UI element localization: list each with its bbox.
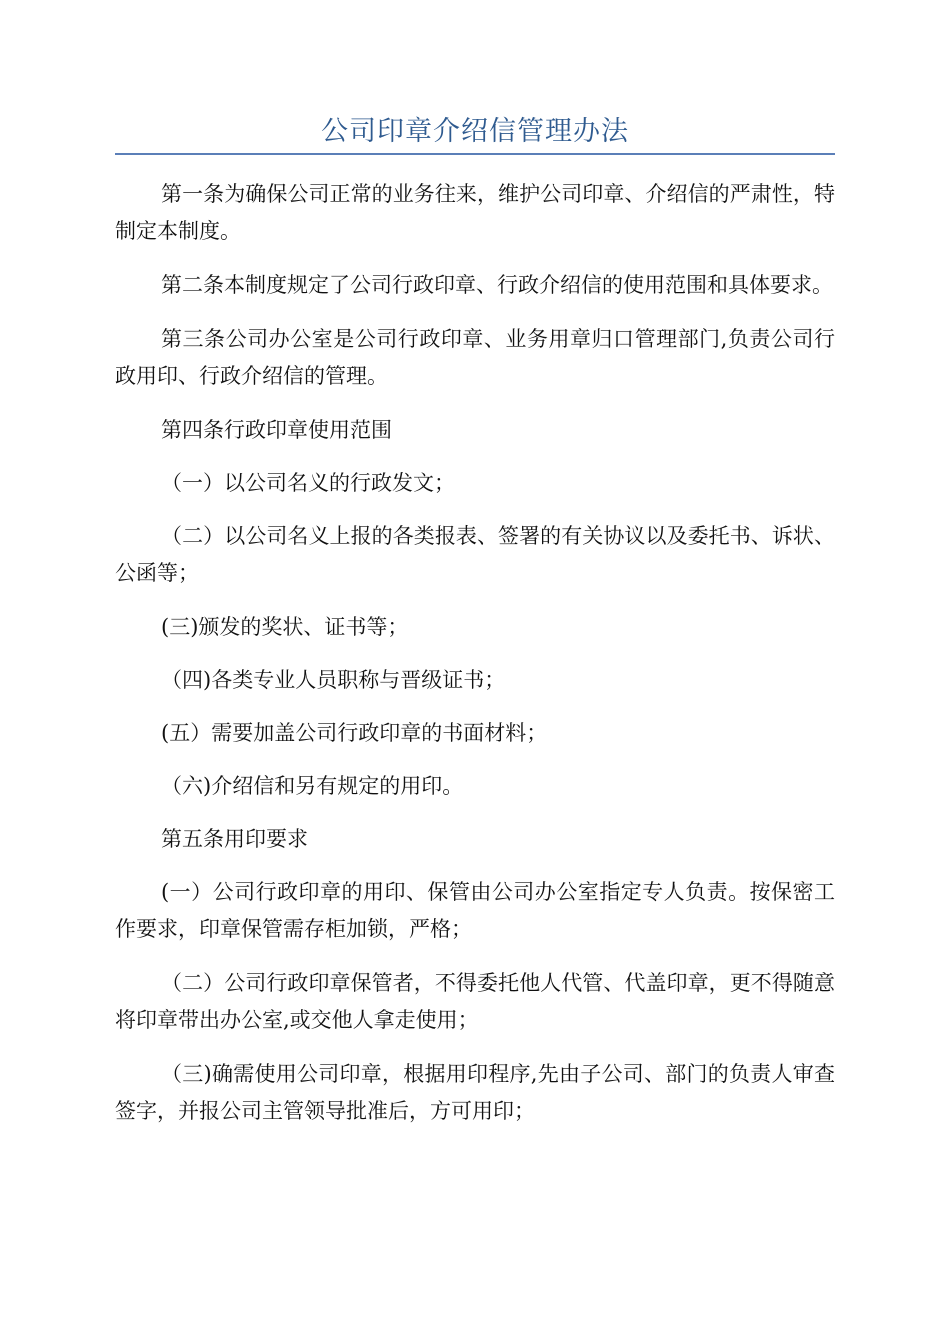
article-5-heading: 第五条用印要求 (161, 827, 308, 851)
article-5-item-3: （三)确需使用公司印章，根据用印程序,先由子公司、部门的负责人审查签字，并报公司主管领导批准后，方可用印； (115, 1062, 835, 1123)
article-5-item-1: (一）公司行政印章的用印、保管由公司办公室指定专人负责。按保密工作要求，印章保管需存柜加锁，严格； (115, 880, 835, 941)
article-1: 第一条为确保公司正常的业务往来，维护公司印章、介绍信的严肃性，特制定本制度。 (115, 182, 835, 243)
article-4-item-1: （一）以公司名义的行政发文； (161, 471, 455, 495)
article-4-item-5: (五）需要加盖公司行政印章的书面材料； (161, 721, 548, 745)
article-4-item-2: （二）以公司名义上报的各类报表、签署的有关协议以及委托书、诉状、公函等； (115, 524, 835, 585)
title-underline (115, 153, 835, 155)
article-4-item-3: (三)颁发的奖状、证书等； (161, 615, 409, 639)
article-4-heading: 第四条行政印章使用范围 (161, 418, 392, 442)
article-4-item-4: （四)各类专业人员职称与晋级证书； (161, 668, 506, 692)
article-4-item-6: （六)介绍信和另有规定的用印。 (161, 774, 464, 798)
article-5-item-2: （二）公司行政印章保管者，不得委托他人代管、代盖印章，更不得随意将印章带出办公室,或交他人拿走使用； (115, 971, 835, 1032)
document-body (115, 176, 835, 1147)
document-title: 公司印章介绍信管理办法 (321, 116, 629, 147)
article-2: 第二条本制度规定了公司行政印章、行政介绍信的使用范围和具体要求。 (161, 273, 833, 297)
article-3: 第三条公司办公室是公司行政印章、业务用章归口管理部门,负责公司行政用印、行政介绍信的管理。 (115, 327, 835, 388)
